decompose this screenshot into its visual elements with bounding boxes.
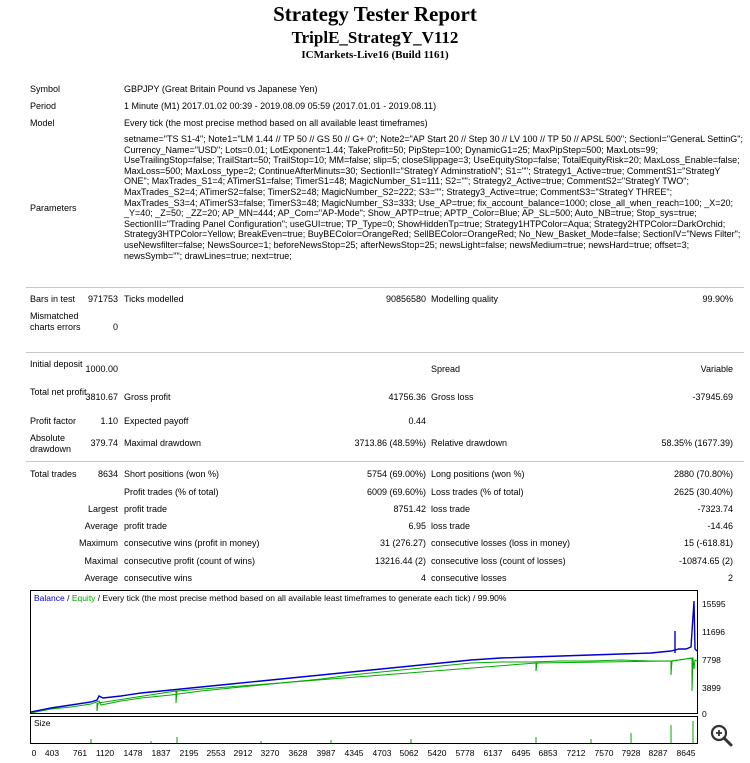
avgwins-label: consecutive wins [124, 573, 193, 583]
grossloss-value: -37945.69 [692, 392, 733, 402]
ep-label: Expected payoff [124, 416, 189, 426]
x-tick-label: 1837 [151, 748, 171, 758]
legend-separator: / [64, 593, 72, 603]
x-tick-label: 2195 [179, 748, 199, 758]
bars-label: Bars in test [30, 294, 76, 304]
period-value: 1 Minute (M1) 2017.01.02 00:39 - 2019.08.09 05:59 (2017.01.01 - 2019.08.11) [124, 101, 437, 111]
mismatched-value: 0 [112, 322, 118, 332]
x-tick-label: 2553 [206, 748, 226, 758]
balance-equity-chart [30, 590, 698, 714]
x-tick-label: 7570 [594, 748, 614, 758]
report-build: ICMarkets-Live16 (Build 1161) [301, 49, 449, 61]
grossprofit-value: 41756.36 [388, 392, 426, 402]
x-tick-label: 5420 [427, 748, 447, 758]
y-tick-label: 7798 [702, 655, 721, 665]
maximal-label: Maximal [84, 556, 118, 566]
absdd-value: 379.74 [90, 438, 118, 448]
legend-description: / Every tick (the most precise method based on all available least timeframes to generate each tick) / 99.90% [95, 593, 507, 603]
x-tick-label: 0 [31, 748, 37, 758]
y-tick-label: 0 [702, 709, 707, 719]
maxlosscnt-value: -10874.65 (2) [678, 556, 733, 566]
maximum-label: Maximum [78, 538, 118, 548]
absdd-label: Absolute drawdown [30, 433, 72, 454]
symbol-value: GBPJPY (Great Britain Pound vs Japanese Yen) [124, 84, 318, 94]
zoom-icon[interactable] [708, 722, 734, 748]
maxloss-label: consecutive losses (loss in money) [431, 538, 571, 548]
long-label: Long positions (won %) [431, 469, 525, 479]
largest-profit-label: profit trade [124, 504, 168, 514]
avgcons-label: Average [84, 573, 118, 583]
x-tick-label: 6853 [538, 748, 558, 758]
x-tick-label: 761 [72, 748, 88, 758]
trades-value: 8634 [97, 469, 118, 479]
maxdd-label: Maximal drawdown [124, 438, 202, 448]
x-tick-label: 7928 [621, 748, 641, 758]
netprofit-label: Total net profit [30, 387, 87, 397]
x-tick-label: 8287 [648, 748, 668, 758]
y-tick-label: 15595 [702, 599, 726, 609]
model-label: Model [30, 118, 55, 128]
long-value: 2880 (70.80%) [673, 469, 733, 479]
avglosses-value: 2 [727, 573, 733, 583]
short-value: 5754 (69.00%) [366, 469, 426, 479]
reldd-label: Relative drawdown [431, 438, 508, 448]
x-tick-label: 8645 [676, 748, 696, 758]
ltrades-value: 2625 (30.40%) [673, 487, 733, 497]
maxlosscnt-label: consecutive loss (count of losses) [431, 556, 566, 566]
average-loss-value: -14.46 [707, 521, 733, 531]
x-tick-label: 5778 [455, 748, 475, 758]
largest-loss-value: -7323.74 [697, 504, 733, 514]
x-tick-label: 1120 [95, 748, 115, 758]
balance-line [31, 601, 697, 712]
grossloss-label: Gross loss [431, 392, 474, 402]
maxwins-value: 31 (276.27) [379, 538, 426, 548]
short-label: Short positions (won %) [124, 469, 220, 479]
parameters-label: Parameters [30, 203, 77, 213]
spread-value: Variable [700, 364, 733, 374]
ltrades-label: Loss trades (% of total) [431, 487, 524, 497]
grossprofit-label: Gross profit [124, 392, 171, 402]
spread-label: Spread [431, 364, 461, 374]
pf-label: Profit factor [30, 416, 77, 426]
size-label: Size [34, 718, 51, 728]
bars-value: 971753 [87, 294, 118, 304]
model-value: Every tick (the most precise method based on all available least timeframes) [124, 118, 428, 128]
mismatched-label: Mismatched charts errors [30, 311, 81, 332]
equity-dips [97, 658, 693, 711]
x-tick-label: 3270 [260, 748, 280, 758]
pf-value: 1.10 [100, 416, 118, 426]
avglosses-label: consecutive losses [431, 573, 507, 583]
chart-legend [34, 593, 506, 603]
quality-value: 99.90% [702, 294, 733, 304]
legend-equity: Equity [71, 593, 96, 603]
equity-line [31, 658, 697, 713]
x-tick-label: 6495 [511, 748, 531, 758]
maxprofit-label: consecutive profit (count of wins) [124, 556, 256, 566]
average-profit-label: profit trade [124, 521, 168, 531]
maxloss-value: 15 (-618.81) [683, 538, 733, 548]
size-svg [31, 717, 698, 744]
ep-value: 0.44 [408, 416, 426, 426]
parameters-value: setname="TS S1-4"; Note1="LM 1.44 // TP 50 // GS 50 // G+ 0"; Note2="AP Start 20 // Step 30 // LV 100 // TP 50 // APSL 500"; SectionI="GeneraL SettinG"; Currency_Name="USD"; Lots=0.01; LotExponent=1.44; TakeProfit=50; PipStep=100; DynamicG1=25; MaxPipStep=500; MaxLots=99; UseTrailingStop=false; TrailStart=50; TrailStop=10; MM=false; slip=5; closeSlippage=3; UseEquityStop=false; TotalEquityRisk=20; MaxLoss_Enable=false; MaxLoss=500; MaxLoss_type=2; ContinueAfterMinuts=30; SectionII="StrategY AdminstratioN"; S1=""; Strategy1_Active=true; CommentS1="StrategY ONE"; MaxTrades_S1=4; ATimerS1=false; TimerS1=48; MagicNumber_S1=111; S2=""; Strategy2_Active=true; CommentS2="StrategY TWO"; MaxTrades_S2=4; ATimerS2=false; TimerS2=48; MagicNumber_S2=222; S3=""; Strategy3_Active=true; CommentS3="StrategY THREE"; MaxTrades_S3=4; ATimerS3=false; TimerS3=48; MagicNumber_S3=333; Use_AP=true; fix_account_balance=1000; close_all_when_reach=100; _X=20; _Y=40; _Z=50; _ZZ=20; AP_MN=444; AP_Com="AP-Mode"; Show_APTP=true; APTP_Color=Blue; AP_SL=500; Auto_NB=true; Stop_sys=true; SectionIII="Trading Panel Configuration"; useGUI=true; TP_Type=0; ShowHiddenTp=true; Strategy1HTPColor=Aqua; Strategy2HTPColor=DarkOrchid; Strategy3HTPColor=Yellow; BreakEven=true; BuyBEColor=OrangeRed; SellBEColor=OrangeRed; No_New_Basket_Mode=false; SectionIV="News Filter"; useNewsfilter=false; NewsSource=1; beforeNewsStop=25; afterNewsStop=25; newsLight=false; newsMedium=true; newsHard=true; offset=3; newsSymb=""; drawLines=true; next=true; [124, 134, 744, 261]
balance-equity-svg [31, 591, 698, 714]
initial-value: 1000.00 [85, 364, 118, 374]
symbol-label: Symbol [30, 84, 61, 94]
x-tick-label: 7212 [566, 748, 586, 758]
largest-loss-label: loss trade [431, 504, 471, 514]
x-tick-label: 3987 [316, 748, 336, 758]
x-tick-label: 403 [44, 748, 60, 758]
x-tick-label: 3628 [288, 748, 308, 758]
ptrades-label: Profit trades (% of total) [124, 487, 219, 497]
x-tick-label: 5062 [399, 748, 419, 758]
divider [26, 461, 744, 462]
largest-label: Largest [87, 504, 118, 514]
avgwins-value: 4 [420, 573, 426, 583]
average-profit-value: 6.95 [408, 521, 426, 531]
netprofit-value: 3810.67 [85, 392, 118, 402]
x-tick-label: 6137 [483, 748, 503, 758]
y-tick-label: 11696 [702, 627, 726, 637]
ptrades-value: 6009 (69.60%) [366, 487, 426, 497]
ticks-value: 90856580 [385, 294, 426, 304]
report-subtitle: TriplE_StrategY_V112 [291, 28, 459, 47]
average-loss-label: loss trade [431, 521, 471, 531]
x-tick-label: 4703 [372, 748, 392, 758]
x-tick-label: 1478 [123, 748, 143, 758]
initial-label: Initial deposit [30, 359, 83, 369]
reldd-value: 58.35% (1677.39) [661, 438, 733, 448]
average-label: Average [84, 521, 118, 531]
maxprofit-value: 13216.44 (2) [374, 556, 426, 566]
divider [26, 352, 744, 353]
report-title: Strategy Tester Report [273, 2, 477, 26]
quality-label: Modelling quality [431, 294, 499, 304]
ticks-label: Ticks modelled [124, 294, 184, 304]
size-chart [30, 716, 698, 744]
legend-balance: Balance [34, 593, 65, 603]
divider [26, 287, 744, 288]
maxwins-label: consecutive wins (profit in money) [124, 538, 260, 548]
maxdd-value: 3713.86 (48.59%) [354, 438, 426, 448]
period-label: Period [30, 101, 57, 111]
largest-profit-value: 8751.42 [393, 504, 426, 514]
x-tick-label: 4345 [344, 748, 364, 758]
trades-label: Total trades [30, 469, 77, 479]
y-tick-label: 3899 [702, 683, 721, 693]
x-tick-label: 2912 [233, 748, 253, 758]
